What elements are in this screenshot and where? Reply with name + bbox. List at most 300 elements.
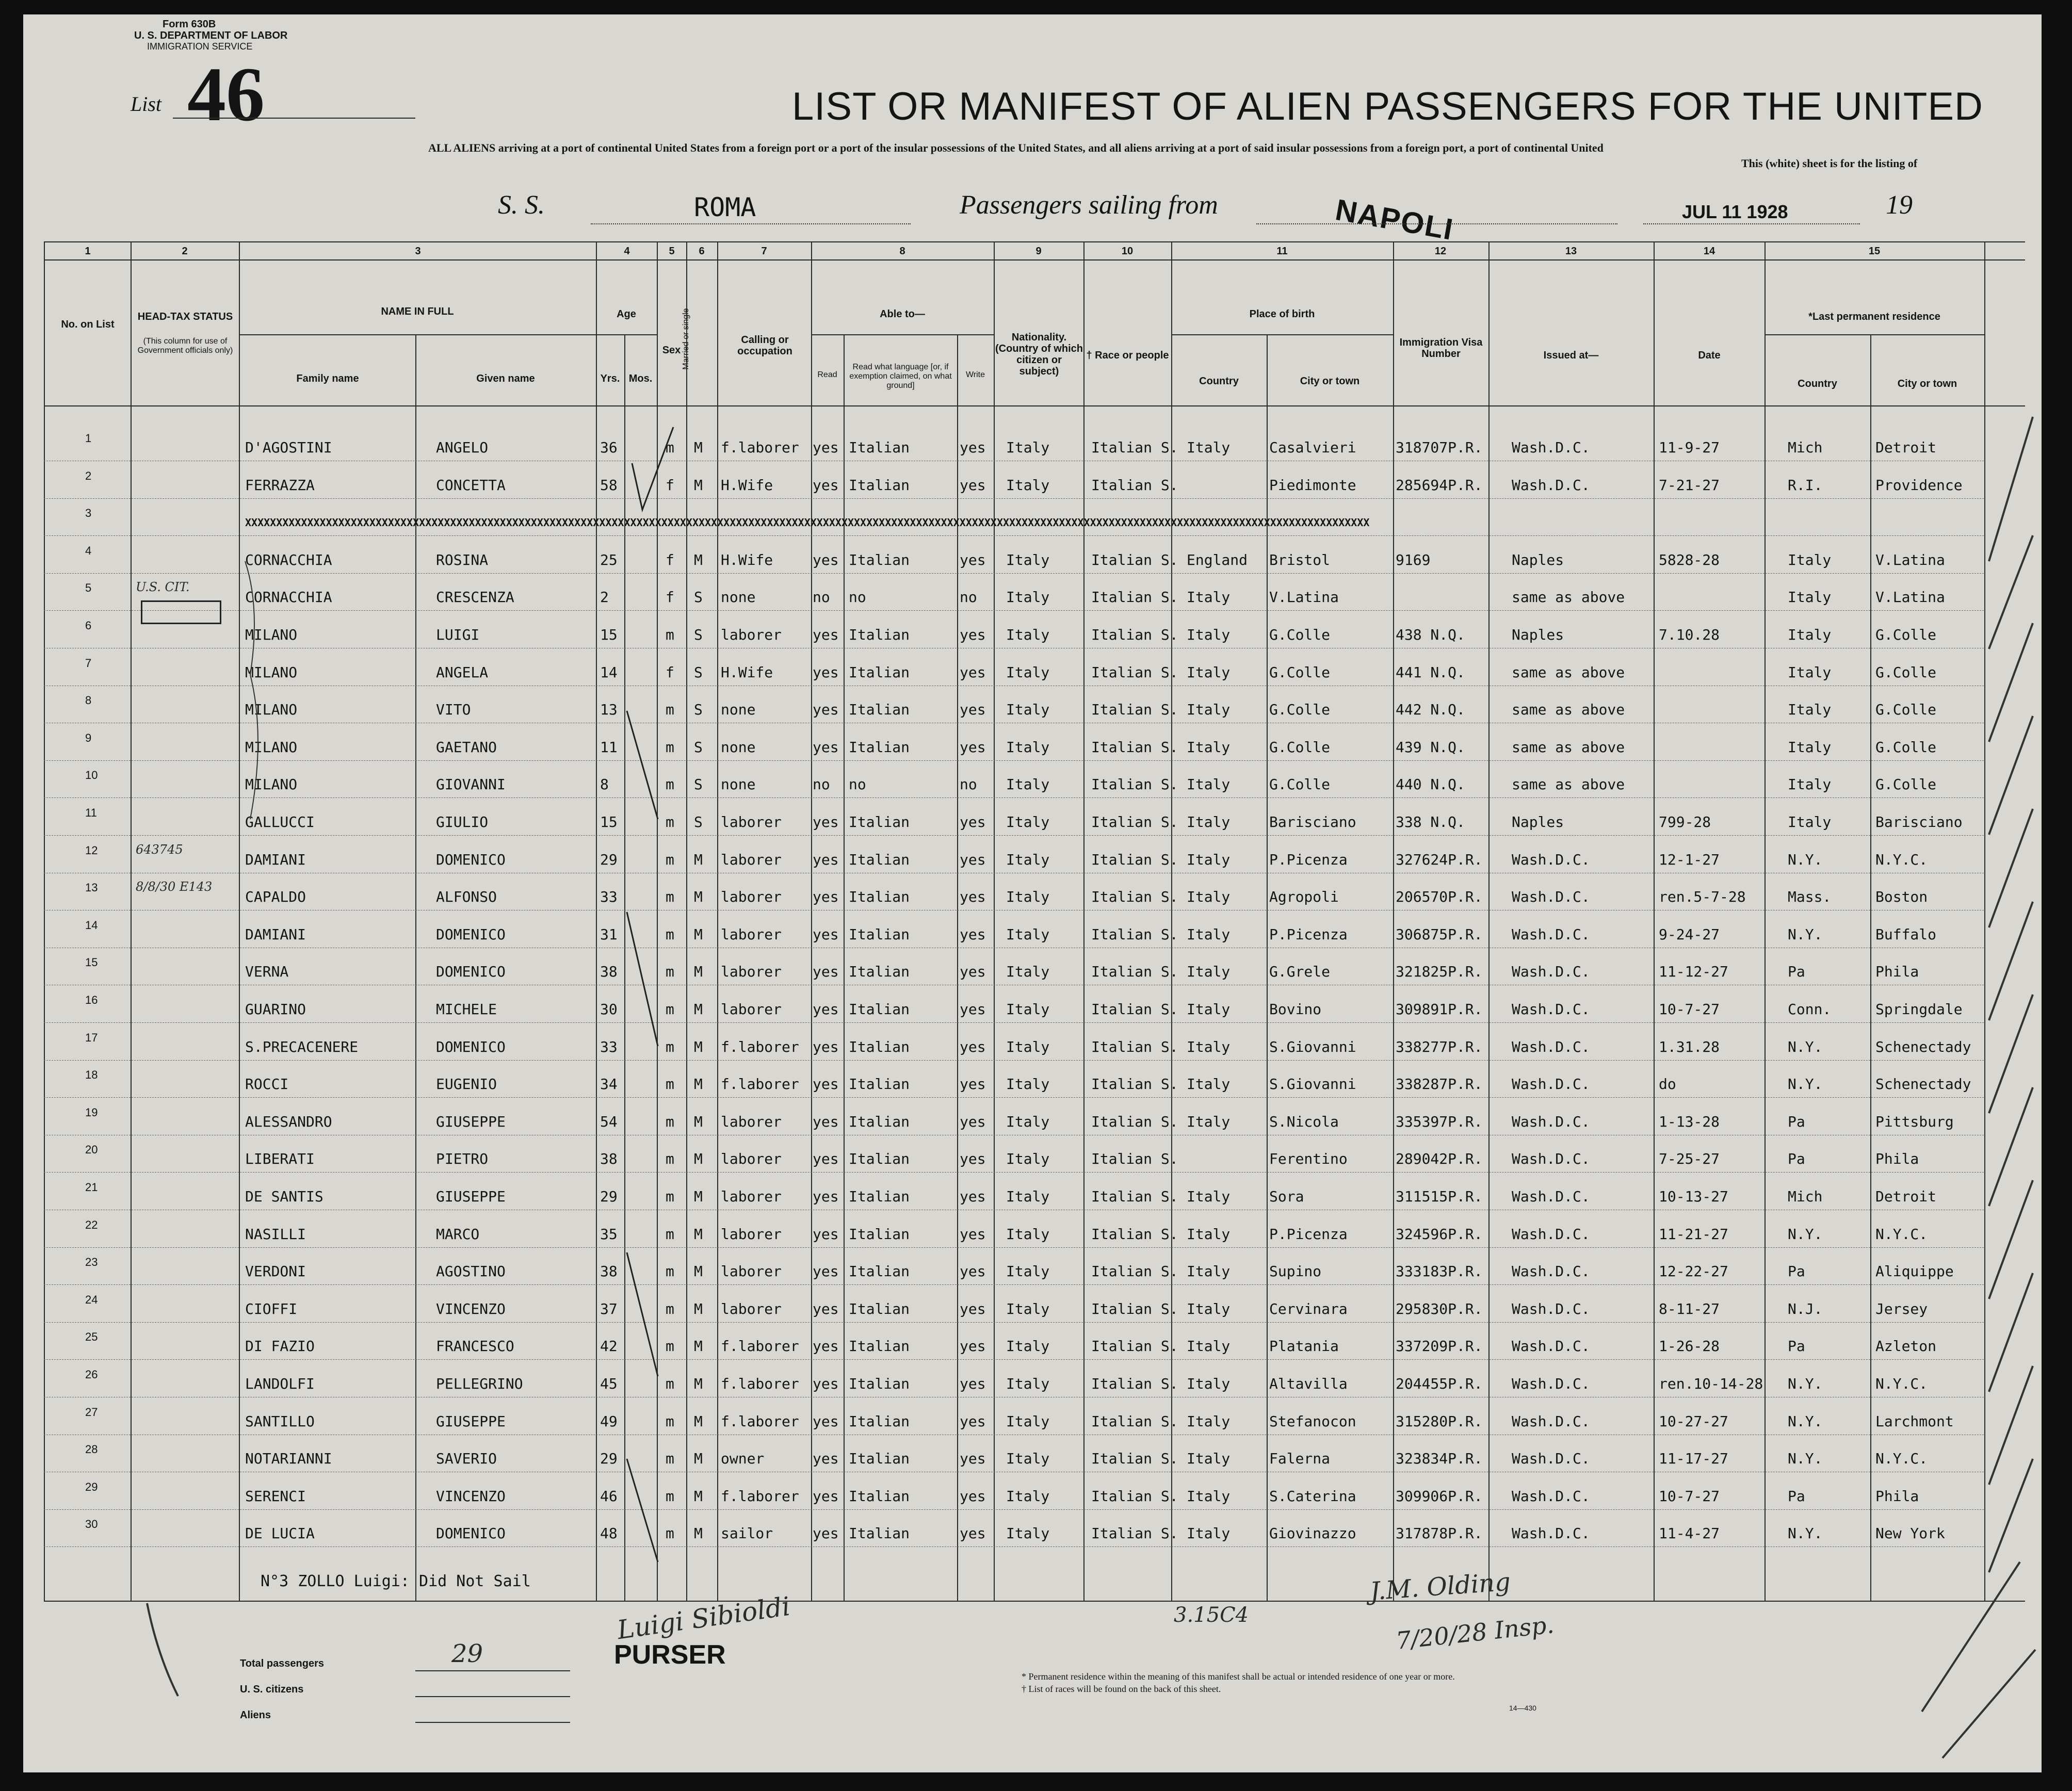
birth-city: Supino (1269, 1263, 1322, 1280)
can-write: no (960, 589, 977, 606)
given-name: DOMENICO (436, 1525, 506, 1542)
marital-status: M (694, 1225, 703, 1243)
residence-country: Mich (1788, 1188, 1823, 1205)
read-language: no (849, 776, 866, 793)
birth-country: Italy (1187, 813, 1231, 831)
age-years: 35 (600, 1225, 618, 1243)
family-name: FERRAZZA (245, 476, 315, 494)
sex: m (666, 1001, 674, 1018)
marital-status: S (694, 776, 703, 793)
nationality: Italy (1006, 813, 1050, 831)
issued-at: Wash.D.C. (1512, 963, 1590, 981)
race: Italian S. (1091, 626, 1178, 643)
given-name: GAETANO (436, 738, 497, 756)
nationality: Italy (1006, 1412, 1050, 1430)
occupation: f.laborer (721, 1338, 799, 1355)
visa-date: 10-7-27 (1659, 1487, 1720, 1505)
can-read: yes (813, 738, 839, 756)
hdr-last-residence: *Last permanent residence (1808, 311, 1940, 322)
marital-status: M (694, 1375, 703, 1392)
residence-country: Italy (1788, 589, 1832, 606)
issued-at: same as above (1512, 663, 1625, 681)
birth-city: Bovino (1269, 1001, 1322, 1018)
aliens-label: Aliens (240, 1709, 271, 1721)
nationality: Italy (1006, 1113, 1050, 1130)
age-years: 36 (600, 439, 618, 456)
row-number: 30 (85, 1518, 98, 1531)
visa-number: 337209P.R. (1396, 1338, 1483, 1355)
hdr-no-on-list: No. on List (61, 319, 115, 330)
nationality: Italy (1006, 1300, 1050, 1317)
marital-status: M (694, 1188, 703, 1205)
can-read: yes (813, 1113, 839, 1130)
given-name: DOMENICO (436, 963, 506, 981)
birth-city: Casalvieri (1269, 439, 1356, 456)
form-number: Form 630B (163, 19, 216, 30)
read-language: Italian (849, 1113, 910, 1130)
col-num: 4 (624, 246, 630, 257)
family-name: NASILLI (245, 1225, 306, 1243)
age-years: 15 (600, 813, 618, 831)
birth-country: Italy (1187, 1001, 1231, 1018)
given-name: LUIGI (436, 626, 480, 643)
race: Italian S. (1091, 1487, 1178, 1505)
residence-country: N.Y. (1788, 1412, 1823, 1430)
can-write: yes (960, 925, 986, 943)
col-num: 2 (182, 246, 188, 257)
birth-city: Cervinara (1269, 1300, 1348, 1317)
race: Italian S. (1091, 439, 1178, 456)
can-read: yes (813, 701, 839, 719)
family-name: MILANO (245, 738, 298, 756)
can-read: no (813, 776, 830, 793)
age-years: 29 (600, 1450, 618, 1468)
read-language: Italian (849, 963, 910, 981)
can-write: yes (960, 1076, 986, 1093)
visa-number: 338 N.Q. (1396, 813, 1465, 831)
visa-date: 10-27-27 (1659, 1412, 1728, 1430)
birth-country: Italy (1187, 738, 1231, 756)
marital-status: S (694, 626, 703, 643)
sex: m (666, 776, 674, 793)
sex: m (666, 1450, 674, 1468)
col-num: 3 (415, 246, 421, 257)
family-name: ALESSANDRO (245, 1113, 332, 1130)
marital-status: M (694, 851, 703, 868)
birth-city: Piedimonte (1269, 476, 1356, 494)
marital-status: M (694, 551, 703, 568)
given-name: GIOVANNI (436, 776, 506, 793)
marital-status: M (694, 439, 703, 456)
race: Italian S. (1091, 738, 1178, 756)
family-name: GUARINO (245, 1001, 306, 1018)
given-name: GIUSEPPE (436, 1188, 506, 1205)
visa-date: 799-28 (1659, 813, 1711, 831)
read-language: Italian (849, 1525, 910, 1542)
nationality: Italy (1006, 776, 1050, 793)
visa-number: 285694P.R. (1396, 476, 1483, 494)
issued-at: Wash.D.C. (1512, 1225, 1590, 1243)
can-read: yes (813, 1450, 839, 1468)
given-name: DOMENICO (436, 851, 506, 868)
can-write: yes (960, 1225, 986, 1243)
read-language: Italian (849, 1412, 910, 1430)
residence-country: Italy (1788, 701, 1832, 719)
race: Italian S. (1091, 701, 1178, 719)
year-suffix: 19 (1886, 190, 1913, 220)
birth-city: Falerna (1269, 1450, 1331, 1468)
birth-city: Platania (1269, 1338, 1339, 1355)
family-name: XXXXXXXXXXXXXXXXXXXXXXXXXXXXXXXXXXXXXXXXXXXXXXXXXXXXXXXXXXXXXXXXXXXXXXXXXXXXXXXXXXXXXXXXXXXXXXXXXXXXXXXXXXXXXXXXXXXXXXXXXXXXXXXXXXXXXXXXXXXXXXXXXXXXXXXXXXXXXXXXXXXXXXXXXXXXXXXXXXXXX (245, 516, 1370, 529)
residence-country: Conn. (1788, 1001, 1832, 1018)
occupation: laborer (721, 963, 782, 981)
can-read: yes (813, 925, 839, 943)
birth-country: Italy (1187, 701, 1231, 719)
birth-country: Italy (1187, 589, 1231, 606)
can-write: yes (960, 1150, 986, 1168)
read-language: Italian (849, 1076, 910, 1093)
visa-number: 323834P.R. (1396, 1450, 1483, 1468)
hdr-sex: Sex (662, 345, 681, 356)
given-name: AGOSTINO (436, 1263, 506, 1280)
issued-at: Wash.D.C. (1512, 1300, 1590, 1317)
issued-at: Naples (1512, 551, 1564, 568)
race: Italian S. (1091, 1525, 1178, 1542)
occupation: laborer (721, 1001, 782, 1018)
age-years: 33 (600, 888, 618, 906)
row-number: 9 (85, 731, 92, 744)
visa-number: 438 N.Q. (1396, 626, 1465, 643)
visa-number: 440 N.Q. (1396, 776, 1465, 793)
can-read: yes (813, 1412, 839, 1430)
residence-country: Pa (1788, 1487, 1805, 1505)
row-number: 16 (85, 994, 98, 1006)
visa-number: 206570P.R. (1396, 888, 1483, 906)
hdr-write: Write (965, 370, 985, 379)
residence-city: G.Colle (1875, 663, 1937, 681)
nationality: Italy (1006, 1375, 1050, 1392)
read-language: Italian (849, 1338, 910, 1355)
issued-at: same as above (1512, 738, 1625, 756)
birth-country: Italy (1187, 1338, 1231, 1355)
visa-number: 324596P.R. (1396, 1225, 1483, 1243)
residence-city: Springdale (1875, 1001, 1963, 1018)
birth-city: Bristol (1269, 551, 1331, 568)
row-number: 13 (85, 881, 98, 894)
nationality: Italy (1006, 663, 1050, 681)
race: Italian S. (1091, 813, 1178, 831)
race: Italian S. (1091, 1038, 1178, 1055)
marital-status: S (694, 663, 703, 681)
can-write: yes (960, 439, 986, 456)
birth-country: Italy (1187, 1225, 1231, 1243)
given-name: GIULIO (436, 813, 489, 831)
sex: m (666, 888, 674, 906)
read-language: Italian (849, 1150, 910, 1168)
footnote-residence: * Permanent residence within the meaning of this manifest shall be actual or intended residence of one year or more. (1022, 1671, 1455, 1682)
visa-date: 10-13-27 (1659, 1188, 1728, 1205)
read-language: Italian (849, 1300, 910, 1317)
occupation: laborer (721, 925, 782, 943)
residence-city: N.Y.C. (1875, 1375, 1928, 1392)
row-number: 8 (85, 694, 92, 707)
residence-city: Buffalo (1875, 925, 1937, 943)
birth-country: Italy (1187, 1076, 1231, 1093)
can-read: yes (813, 551, 839, 568)
visa-date: 7-25-27 (1659, 1150, 1720, 1168)
hdr-family-name: Family name (296, 373, 359, 384)
age-years: 14 (600, 663, 618, 681)
row-number: 5 (85, 581, 92, 595)
residence-country: N.Y. (1788, 851, 1823, 868)
head-tax-status: 643745 (136, 842, 183, 857)
can-write: yes (960, 1038, 986, 1055)
can-write: yes (960, 1338, 986, 1355)
visa-date: 9-24-27 (1659, 925, 1720, 943)
row-number: 10 (85, 769, 98, 782)
race: Italian S. (1091, 888, 1178, 906)
nationality: Italy (1006, 963, 1050, 981)
occupation: f.laborer (721, 1038, 799, 1055)
visa-number: 335397P.R. (1396, 1113, 1483, 1130)
residence-country: N.Y. (1788, 1076, 1823, 1093)
issued-at: Naples (1512, 626, 1564, 643)
residence-country: N.Y. (1788, 1450, 1823, 1468)
marital-status: M (694, 888, 703, 906)
marital-status: M (694, 1113, 703, 1130)
birth-country: Italy (1187, 851, 1231, 868)
issued-at: Wash.D.C. (1512, 1113, 1590, 1130)
marital-status: M (694, 1076, 703, 1093)
family-name: ROCCI (245, 1076, 289, 1093)
row-number: 28 (85, 1443, 98, 1456)
age-years: 34 (600, 1076, 618, 1093)
sex: m (666, 1300, 674, 1317)
read-language: no (849, 589, 866, 606)
family-name: DE LUCIA (245, 1525, 315, 1542)
birth-city: Ferentino (1269, 1150, 1348, 1168)
given-name: VITO (436, 701, 471, 719)
residence-city: G.Colle (1875, 701, 1937, 719)
given-name: ALFONSO (436, 888, 497, 906)
visa-number: 327624P.R. (1396, 851, 1483, 868)
race: Italian S. (1091, 1225, 1178, 1243)
hdr-head-tax-note: (This column for use of Government officials only) (137, 337, 233, 355)
can-write: yes (960, 963, 986, 981)
sex: m (666, 1225, 674, 1243)
ship-name: ROMA (694, 192, 756, 222)
can-write: yes (960, 626, 986, 643)
birth-city: G.Colle (1269, 626, 1331, 643)
visa-date: ren.5-7-28 (1659, 888, 1746, 906)
sex: m (666, 1338, 674, 1355)
residence-country: N.J. (1788, 1300, 1823, 1317)
residence-country: N.Y. (1788, 925, 1823, 943)
residence-country: Italy (1788, 626, 1832, 643)
nationality: Italy (1006, 476, 1050, 494)
birth-country: Italy (1187, 663, 1231, 681)
visa-date: 11-12-27 (1659, 963, 1728, 981)
family-name: LANDOLFI (245, 1375, 315, 1392)
visa-number: 442 N.Q. (1396, 701, 1465, 719)
issued-at: Wash.D.C. (1512, 1150, 1590, 1168)
row-number: 7 (85, 656, 92, 670)
residence-country: Italy (1788, 776, 1832, 793)
can-write: yes (960, 663, 986, 681)
birth-city: S.Giovanni (1269, 1076, 1356, 1093)
visa-date: 11-9-27 (1659, 439, 1720, 456)
family-name: DI FAZIO (245, 1338, 315, 1355)
can-write: yes (960, 1001, 986, 1018)
visa-number: 321825P.R. (1396, 963, 1483, 981)
can-write: yes (960, 701, 986, 719)
nationality: Italy (1006, 1487, 1050, 1505)
read-language: Italian (849, 701, 910, 719)
marital-status: S (694, 813, 703, 831)
can-write: yes (960, 1525, 986, 1542)
race: Italian S. (1091, 1113, 1178, 1130)
residence-country: N.Y. (1788, 1375, 1823, 1392)
residence-country: Pa (1788, 1338, 1805, 1355)
read-language: Italian (849, 1038, 910, 1055)
birth-city: S.Nicola (1269, 1113, 1339, 1130)
hdr-head-tax: HEAD-TAX STATUS (137, 311, 233, 322)
can-read: yes (813, 663, 839, 681)
race: Italian S. (1091, 1412, 1178, 1430)
birth-country: Italy (1187, 888, 1231, 906)
visa-number: 311515P.R. (1396, 1188, 1483, 1205)
can-write: yes (960, 1263, 986, 1280)
residence-country: Pa (1788, 1113, 1805, 1130)
issued-at: same as above (1512, 701, 1625, 719)
can-write: yes (960, 888, 986, 906)
subtitle-line2: This (white) sheet is for the listing of (1741, 157, 1918, 170)
residence-city: Providence (1875, 476, 1963, 494)
birth-city: G.Grele (1269, 963, 1331, 981)
race: Italian S. (1091, 963, 1178, 981)
col-num: 7 (761, 246, 767, 257)
can-read: yes (813, 813, 839, 831)
visa-date: 12-22-27 (1659, 1263, 1728, 1280)
marital-status: M (694, 1001, 703, 1018)
birth-city: P.Picenza (1269, 1225, 1348, 1243)
issued-at: Wash.D.C. (1512, 1038, 1590, 1055)
occupation: laborer (721, 1263, 782, 1280)
nationality: Italy (1006, 551, 1050, 568)
race: Italian S. (1091, 551, 1178, 568)
read-language: Italian (849, 813, 910, 831)
race: Italian S. (1091, 663, 1178, 681)
hdr-visa: Immigration Visa Number (1399, 337, 1483, 360)
visa-date: 5828-28 (1659, 551, 1720, 568)
residence-city: V.Latina (1875, 589, 1945, 606)
sex: m (666, 738, 674, 756)
issued-at: Wash.D.C. (1512, 439, 1590, 456)
can-write: yes (960, 1375, 986, 1392)
age-years: 38 (600, 1150, 618, 1168)
visa-date: 12-1-27 (1659, 851, 1720, 868)
given-name: EUGENIO (436, 1076, 497, 1093)
given-name: PELLEGRINO (436, 1375, 523, 1392)
can-write: yes (960, 813, 986, 831)
given-name: ANGELO (436, 439, 489, 456)
can-read: no (813, 589, 830, 606)
visa-date: 7-21-27 (1659, 476, 1720, 494)
birth-country: Italy (1187, 963, 1231, 981)
sex: m (666, 1150, 674, 1168)
family-name: DAMIANI (245, 925, 306, 943)
can-read: yes (813, 626, 839, 643)
can-read: yes (813, 851, 839, 868)
read-language: Italian (849, 851, 910, 868)
margin-pencil-marks (23, 14, 2042, 1772)
issued-at: Wash.D.C. (1512, 888, 1590, 906)
sailing-label: Passengers sailing from (960, 190, 1218, 220)
visa-number: 204455P.R. (1396, 1375, 1483, 1392)
issued-at: Wash.D.C. (1512, 1338, 1590, 1355)
can-read: yes (813, 476, 839, 494)
can-read: yes (813, 1076, 839, 1093)
occupation: laborer (721, 1225, 782, 1243)
given-name: VINCENZO (436, 1300, 506, 1317)
list-label: List (131, 92, 162, 116)
hdr-given-name: Given name (476, 373, 535, 384)
nationality: Italy (1006, 1338, 1050, 1355)
family-name: MILANO (245, 776, 298, 793)
residence-country: N.Y. (1788, 1038, 1823, 1055)
residence-city: Boston (1875, 888, 1928, 906)
issued-at: Wash.D.C. (1512, 1263, 1590, 1280)
sex: f (666, 551, 674, 568)
row-number: 12 (85, 843, 98, 857)
visa-number: 9169 (1396, 551, 1431, 568)
can-read: yes (813, 888, 839, 906)
occupation: laborer (721, 851, 782, 868)
col-num: 8 (899, 246, 905, 257)
residence-city: Schenectady (1875, 1076, 1971, 1093)
can-read: yes (813, 1188, 839, 1205)
marital-status: S (694, 738, 703, 756)
visa-date: 1-26-28 (1659, 1338, 1720, 1355)
race: Italian S. (1091, 1375, 1178, 1392)
sex: m (666, 1412, 674, 1430)
occupation: H.Wife (721, 551, 773, 568)
occupation: H.Wife (721, 476, 773, 494)
manifest-title: LIST OR MANIFEST OF ALIEN PASSENGERS FOR THE UNITED (792, 85, 1983, 128)
inspector-signature-icon: J.M. Olding (1369, 1567, 1512, 1606)
sex: f (666, 663, 674, 681)
occupation: f.laborer (721, 1487, 799, 1505)
row-number: 14 (85, 918, 98, 932)
visa-number: 315280P.R. (1396, 1412, 1483, 1430)
can-read: yes (813, 1263, 839, 1280)
residence-city: G.Colle (1875, 738, 1937, 756)
nationality: Italy (1006, 626, 1050, 643)
hdr-read: Read (817, 370, 837, 379)
issued-at: Naples (1512, 813, 1564, 831)
residence-country: N.Y. (1788, 1525, 1823, 1542)
birth-city: S.Caterina (1269, 1487, 1356, 1505)
row-number: 26 (85, 1368, 98, 1381)
col-num: 1 (85, 246, 91, 257)
residence-country: Mass. (1788, 888, 1832, 906)
read-language: Italian (849, 888, 910, 906)
residence-city: G.Colle (1875, 776, 1937, 793)
head-tax-status: 8/8/30 E143 (136, 880, 213, 894)
nationality: Italy (1006, 925, 1050, 943)
race: Italian S. (1091, 1263, 1178, 1280)
row3-note: N°3 ZOLLO Luigi: Did Not Sail (261, 1572, 531, 1590)
